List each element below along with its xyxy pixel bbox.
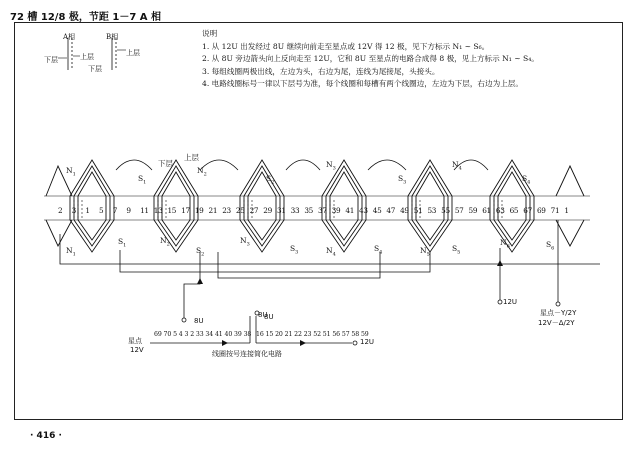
slot-number: 39 <box>331 206 341 215</box>
coil-partial-right <box>556 220 584 246</box>
slot-number: 13 <box>153 206 163 215</box>
pole-label: $S_1$ <box>118 237 127 249</box>
legend-lower-layer: 下层 <box>44 56 58 64</box>
slot-number: 61 <box>482 206 491 215</box>
note-item: 1. 从 12U 出发经过 8U 继续向前走至星点或 12V 得 12 极，见下方标示 N₁ ~ S₆。 <box>202 41 490 51</box>
slot-number: 59 <box>468 206 478 215</box>
slot-number: 27 <box>249 206 259 215</box>
slot-number: 49 <box>400 206 409 215</box>
slot-number: 53 <box>427 206 437 215</box>
page-header: 72 槽 12/8 极，节距 1－7 A 相 <box>10 12 161 23</box>
pole-label: $S_3$ <box>290 244 299 256</box>
slot-number: 9 <box>126 206 131 215</box>
slot-number: 71 <box>550 206 560 215</box>
terminal-8u-bottom: 8U <box>194 317 204 325</box>
arrow-head <box>197 278 203 284</box>
terminal-12u: 12U <box>503 298 518 306</box>
slot-number: 21 <box>208 206 218 215</box>
slot-number: 1 <box>85 206 90 215</box>
slot-number: 1 <box>564 206 569 215</box>
note-item: 4. 电路线圈标号一律以下层号为准，每个线圈和每槽有两个线圈边，左边为下层，右边为上层。 <box>202 79 523 88</box>
pole-label: $N_4$ <box>452 160 462 172</box>
slot-number: 65 <box>509 206 519 215</box>
pole-label: $N_4$ <box>326 246 336 258</box>
terminal-dot <box>498 300 502 304</box>
slot-number: 57 <box>454 206 464 215</box>
lower-wire <box>184 252 200 318</box>
pole-label: $S_1$ <box>138 174 147 186</box>
slot-number: 41 <box>345 206 355 215</box>
pole-label: $N_2$ <box>160 236 170 248</box>
slot-number: 5 <box>99 206 104 215</box>
legend-upper-layer-b: 上层 <box>126 49 140 57</box>
slot-number: 43 <box>359 206 368 215</box>
terminal-dot <box>182 318 186 322</box>
slot-number: 3 <box>71 206 77 215</box>
pole-label: $N_1$ <box>66 246 76 258</box>
pole-label: $N_3$ <box>240 236 250 248</box>
diagram-upper-layer-label: 上层 <box>184 153 199 162</box>
note-item: 3. 每组线圈两极出线，左边为头，右边为尾，连线为尾接尾，头接头。 <box>202 66 440 76</box>
diagram-lower-layer-label: 下层 <box>158 159 173 168</box>
lower-wire <box>120 250 430 272</box>
slot-number: 2 <box>58 206 63 215</box>
slot-number: 45 <box>372 206 382 215</box>
slot-number-row <box>58 206 578 218</box>
legend-phase-a: A相 <box>63 33 76 41</box>
slot-number: 35 <box>304 206 313 215</box>
pole-label: $S_5$ <box>452 244 461 256</box>
top-connection-arc <box>368 160 406 170</box>
slot-number: 19 <box>194 206 204 215</box>
coil-partial-left <box>46 220 72 246</box>
terminal-8u-top: 8U <box>258 311 268 319</box>
slot-number: 51 <box>413 206 423 215</box>
pole-label: $N_3$ <box>326 160 336 172</box>
notes-title: 说明 <box>202 29 218 38</box>
pole-label: $N_5$ <box>420 246 430 258</box>
page-number: · 416 · <box>30 431 62 441</box>
terminal-dot <box>353 341 357 345</box>
simplified-caption: 线圈按号连接简化电路 <box>212 350 282 358</box>
simplified-row-2: 16 15 20 21 22 23 52 51 56 57 58 59 <box>256 331 369 338</box>
terminal-12v-delta: 12V－Δ/2Y <box>538 319 575 327</box>
simplified-12u-label: 12U <box>360 338 375 346</box>
terminal-dot <box>556 302 560 306</box>
top-connection-arc <box>286 160 320 170</box>
slot-number: 69 <box>536 206 546 215</box>
slot-number: 11 <box>140 206 149 215</box>
slot-number: 33 <box>290 206 300 215</box>
pole-label: $S_3$ <box>398 174 407 186</box>
pole-label: $N_2$ <box>197 166 207 178</box>
slot-number: 17 <box>181 206 190 215</box>
simplified-star-label: 星点 <box>128 337 142 345</box>
simplified-row-1: 69 70 5 4 3 2 33 34 41 40 39 38 <box>154 331 252 338</box>
pole-label: $S_6$ <box>546 240 555 252</box>
legend-upper-layer-a: 上层 <box>80 53 94 61</box>
slot-number: 37 <box>318 206 327 215</box>
slot-number: 15 <box>167 206 177 215</box>
slot-number: 25 <box>235 206 245 215</box>
arrow-head <box>222 340 228 346</box>
slot-number: 47 <box>386 206 396 215</box>
pole-label: $S_4$ <box>522 174 531 186</box>
slot-number: 31 <box>276 206 286 215</box>
slot-number: 67 <box>523 206 532 215</box>
pole-label: $N_6$ <box>500 238 510 250</box>
pole-label: $S_2$ <box>196 246 205 258</box>
coil-partial-right <box>556 166 584 196</box>
terminal-star-point: 星点－Y/2Y <box>540 309 577 317</box>
legend-lower-layer-b: 下层 <box>88 65 102 73</box>
note-item: 2. 从 8U 旁边箭头向上反向走至 12U，它和 8U 至星点的电路合成得 8 极，见上方标示 N₁ ~ S₄。 <box>202 54 539 63</box>
simplified-12v-label: 12V <box>130 346 144 354</box>
arrow-head <box>497 260 503 266</box>
simplified-8u-label: 8U <box>264 313 274 321</box>
lower-wire <box>218 252 380 278</box>
slot-number: 7 <box>112 206 118 215</box>
arrow-head <box>300 340 306 346</box>
slot-number: 63 <box>495 206 505 215</box>
top-connection-arc <box>116 160 152 170</box>
pole-label: $S_4$ <box>374 244 383 256</box>
slot-number: 23 <box>222 206 231 215</box>
legend-phase-b: B相 <box>106 33 119 41</box>
pole-label: $S_2$ <box>266 174 275 186</box>
pole-label: $N_1$ <box>66 166 76 178</box>
slot-number: 29 <box>263 206 272 215</box>
slot-number: 55 <box>441 206 450 215</box>
